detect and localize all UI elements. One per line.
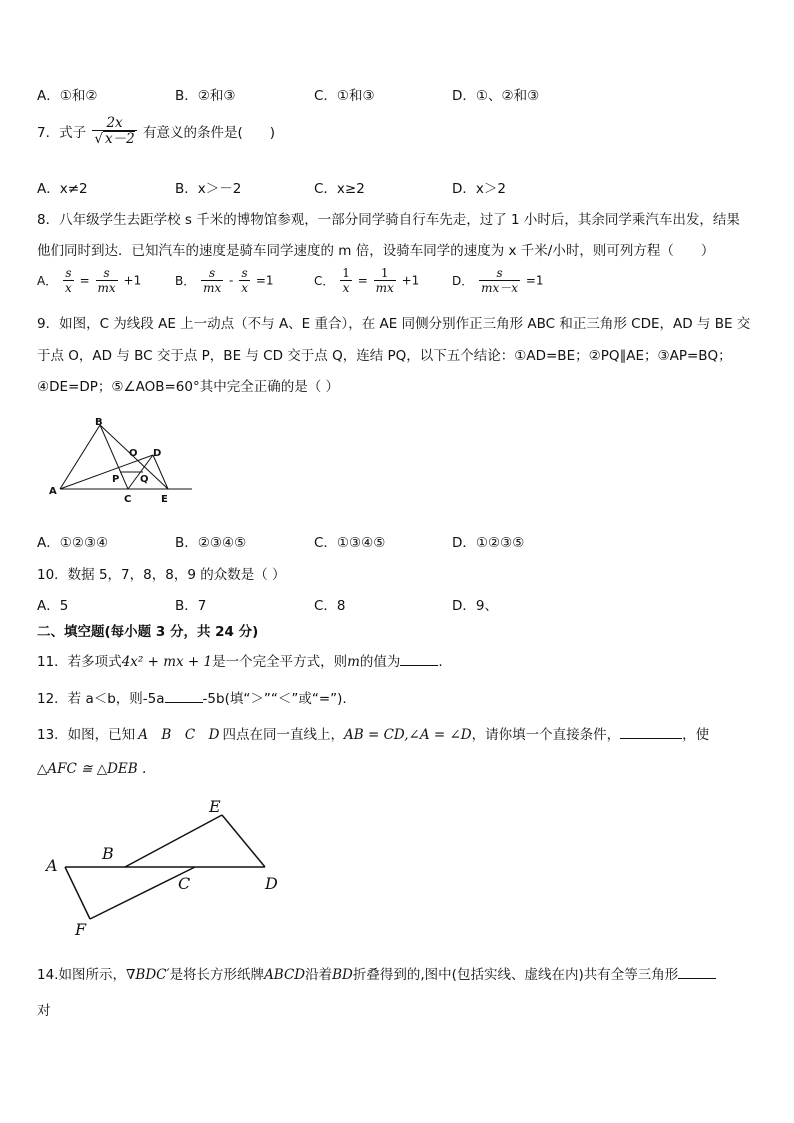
equals-sign: = xyxy=(79,273,90,288)
denominator: x xyxy=(241,281,248,295)
q8-b-frac-1 xyxy=(201,266,223,295)
denominator: mx xyxy=(375,281,394,295)
q13-mid: 四点在同一直线上， xyxy=(222,727,345,743)
q8-c-frac-2 xyxy=(374,266,396,295)
label-e: E xyxy=(209,797,221,816)
q11-variable-m: m xyxy=(347,654,360,670)
label-a: A xyxy=(49,486,57,497)
question-12 xyxy=(37,687,347,707)
q9-line-3: ④DE=DP；⑤∠AOB=60°其中完全正确的是（ ） xyxy=(37,379,339,395)
q13-answer-blank[interactable] xyxy=(620,738,682,739)
q14-mid2: 沿着 xyxy=(305,967,333,983)
label-c: C xyxy=(124,494,132,505)
q8-a-frac-2 xyxy=(96,266,118,295)
q14-bd: BD xyxy=(332,967,353,983)
q7-radicand: x－2 xyxy=(105,131,135,147)
question-14 xyxy=(37,963,716,983)
q7-option-c: C．x≥2 xyxy=(314,181,365,197)
tail: +1 xyxy=(401,273,420,288)
label-e: E xyxy=(161,494,168,505)
label-b: B xyxy=(102,844,114,863)
numerator: 1 xyxy=(380,266,389,280)
minus-sign: - xyxy=(229,273,234,288)
q13-points: A B C D xyxy=(138,727,220,743)
line-ed xyxy=(222,815,265,867)
q8-option-a xyxy=(37,266,141,295)
q8-line-1: 8．八年级学生去距学校 s 千米的博物馆参观，一部分同学骑自行车先走，过了 1 小时后，其余同学乘汽车出发，结果 xyxy=(37,212,740,228)
section-2-heading: 二、填空题(每小题 3 分，共 24 分) xyxy=(37,624,259,640)
q7-prefix: 7．式子 xyxy=(37,125,87,141)
question-11 xyxy=(37,650,443,670)
line-be xyxy=(125,815,222,867)
q13-condition: AB = CD,∠A = ∠D xyxy=(344,727,472,743)
q14-answer-blank[interactable] xyxy=(678,978,716,979)
q7-fraction xyxy=(92,116,136,146)
q8-option-d-label: D． xyxy=(452,274,474,288)
q11-mid: 是一个完全平方式，则 xyxy=(212,654,348,670)
q7-suffix: 有意义的条件是( ) xyxy=(143,125,276,141)
q8-option-b-label: B． xyxy=(175,274,196,288)
question-13 xyxy=(37,723,709,743)
numerator: s xyxy=(209,266,216,280)
q8-option-a-label: A． xyxy=(37,274,58,288)
tail: =1 xyxy=(255,273,274,288)
q11-answer-blank[interactable] xyxy=(400,665,438,666)
numerator: s xyxy=(496,266,503,280)
q9-line-1: 9．如图，C 为线段 AE 上一动点（不与 A、E 重合），在 AE 同侧分别作正三角形 ABC 和正三角形 CDE，AD 与 BE 交 xyxy=(37,316,751,332)
q14-mid: 是将长方形纸牌 xyxy=(169,967,265,983)
q8-option-b xyxy=(175,266,274,295)
label-o: O xyxy=(129,448,138,459)
q10-option-c: C．8 xyxy=(314,598,346,614)
label-a: A xyxy=(46,856,58,875)
question-7 xyxy=(37,116,275,146)
q9-option-d: D．①②③⑤ xyxy=(452,535,525,551)
label-q: Q xyxy=(140,474,149,485)
q9-option-a: A．①②③④ xyxy=(37,535,109,551)
q12-suffix: -5b(填“＞”“＜”或“=”). xyxy=(202,691,347,707)
label-c: C xyxy=(178,874,191,893)
label-d: D xyxy=(265,874,278,893)
q14-suffix: 折叠得到的,图中(包括实线、虚线在内)共有全等三角形 xyxy=(352,967,679,983)
q7-option-b: B．x＞－2 xyxy=(175,181,242,197)
q8-option-d xyxy=(452,266,544,295)
q8-c-frac-1 xyxy=(340,266,352,295)
denominator: x xyxy=(65,281,72,295)
line-af xyxy=(65,867,90,919)
q8-option-c xyxy=(314,266,419,295)
q13-end: ，使 xyxy=(682,727,710,743)
q8-a-frac-1 xyxy=(63,266,74,295)
q14-line-2: 对 xyxy=(37,1003,51,1019)
q10-option-b: B．7 xyxy=(175,598,207,614)
line-ab xyxy=(60,425,100,489)
q12-prefix: 12．若 a＜b，则-5a xyxy=(37,691,165,707)
q6-option-b: B．②和③ xyxy=(175,88,236,104)
q14-rectangle: ABCD xyxy=(264,967,306,983)
q9-option-c: C．①③④⑤ xyxy=(314,535,386,551)
q7-denominator xyxy=(92,130,136,146)
denominator: mx xyxy=(203,281,222,295)
q7-option-d: D．x＞2 xyxy=(452,181,506,197)
q8-option-c-label: C． xyxy=(314,274,335,288)
q6-option-d: D．①、②和③ xyxy=(452,88,540,104)
tail: =1 xyxy=(525,273,544,288)
label-b: B xyxy=(95,417,103,428)
tail: +1 xyxy=(123,273,142,288)
q13-line-2: △AFC ≅ △DEB . xyxy=(37,761,147,777)
equals-sign: = xyxy=(357,273,368,288)
q13-prefix: 13．如图，已知 xyxy=(37,727,136,743)
q7-numerator: 2x xyxy=(106,115,123,131)
label-f: F xyxy=(75,920,87,939)
q13-figure xyxy=(40,795,300,940)
numerator: 1 xyxy=(342,266,350,280)
q12-answer-blank[interactable] xyxy=(165,702,203,703)
q8-b-frac-2 xyxy=(239,266,250,295)
q11-expression: 4x² + mx + 1 xyxy=(121,654,213,670)
sqrt-icon: √ xyxy=(94,131,103,147)
q9-triangle-figure xyxy=(40,410,200,505)
numerator: s xyxy=(65,266,72,280)
q11-prefix: 11．若多项式 xyxy=(37,654,122,670)
label-d: D xyxy=(153,448,162,459)
q7-option-a: A．x≠2 xyxy=(37,181,88,197)
denominator: x xyxy=(340,280,352,295)
q13-mid2: ，请你填一个直接条件， xyxy=(471,727,621,743)
q10-option-d: D．9、 xyxy=(452,598,498,614)
numerator: s xyxy=(241,266,248,280)
denominator: mx－x xyxy=(481,281,518,295)
q9-option-b: B．②③④⑤ xyxy=(175,535,247,551)
q6-option-a: A．①和② xyxy=(37,88,98,104)
q14-prefix: 14.如图所示， xyxy=(37,967,126,983)
line-de xyxy=(153,455,168,489)
q11-suffix: 的值为 xyxy=(359,654,401,670)
q10-option-a: A．5 xyxy=(37,598,69,614)
numerator: s xyxy=(103,266,110,280)
q6-option-c: C．①和③ xyxy=(314,88,375,104)
denominator: mx xyxy=(97,281,116,295)
q9-line-2: 于点 O，AD 与 BC 交于点 P，BE 与 CD 交于点 Q，连结 PQ，以下五个结论：①AD=BE；②PQ∥AE；③AP=BQ； xyxy=(37,348,732,364)
q14-triangle: ∇BDC′ xyxy=(125,967,170,983)
q8-d-frac xyxy=(479,266,520,295)
q8-line-2: 他们同时到达．已知汽车的速度是骑车同学速度的 m 倍，设骑车同学的速度为 x 千米/小时，则可列方程（ ） xyxy=(37,243,715,259)
q10-text: 10．数据 5，7，8，8，9 的众数是（ ） xyxy=(37,567,286,583)
label-p: P xyxy=(112,474,120,485)
q11-end: . xyxy=(438,654,443,670)
